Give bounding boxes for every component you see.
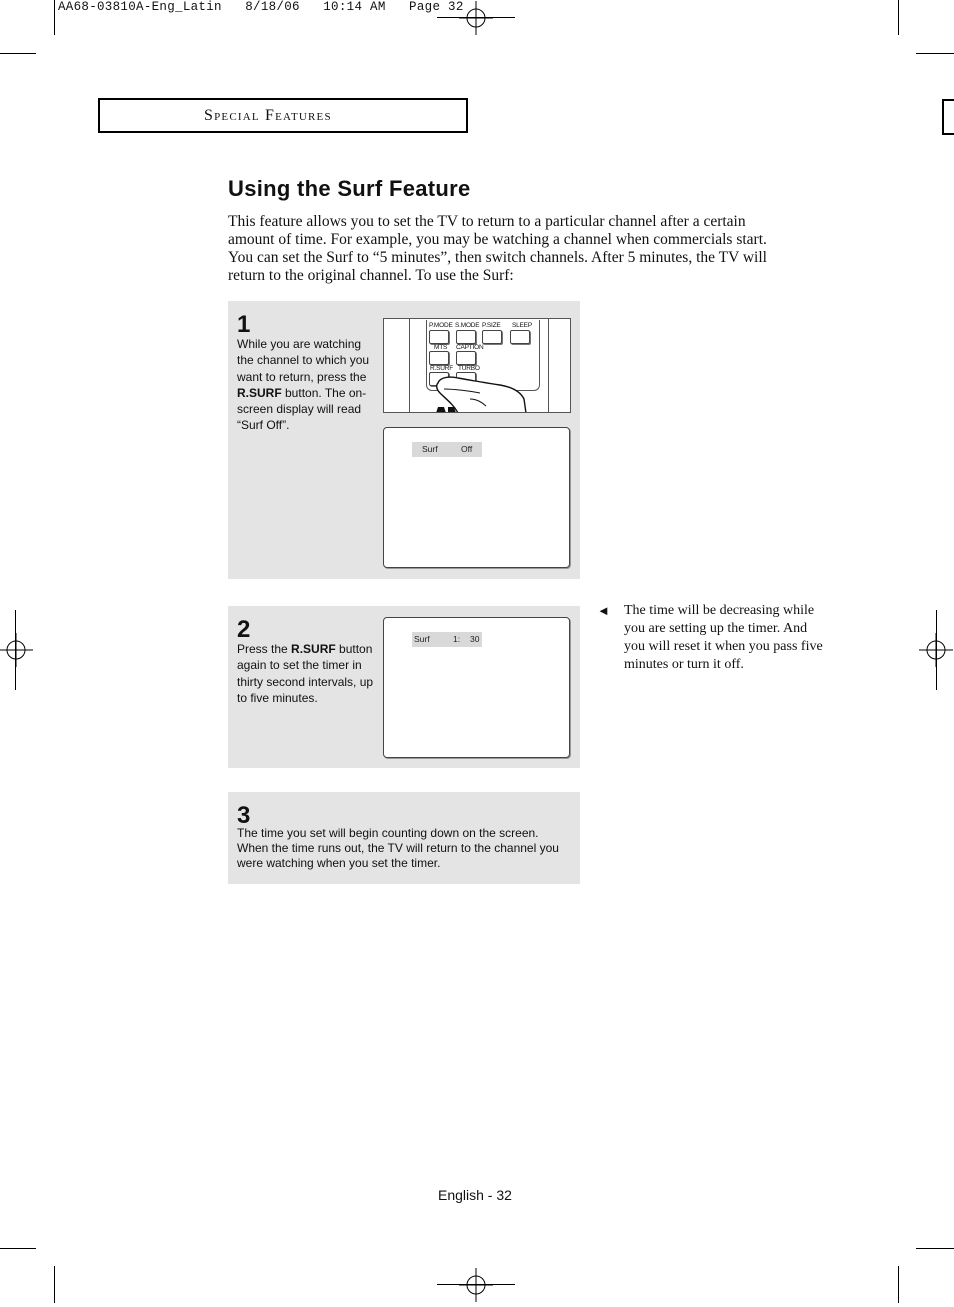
crop-mark <box>54 0 55 35</box>
crop-mark <box>916 53 954 54</box>
caption-button <box>456 351 476 365</box>
side-note: The time will be decreasing while you are setting up the timer. And you will reset it when you pass five minutes or turn it off. <box>624 603 823 672</box>
tv-screen <box>383 427 570 568</box>
page-number: English - 32 <box>438 1187 512 1203</box>
chapter-tab <box>942 99 954 135</box>
registration-mark-icon <box>459 1 493 35</box>
remote-label: R.SURF <box>430 365 453 372</box>
remote-label: S.MODE <box>455 322 480 329</box>
sleep-button <box>510 330 530 344</box>
remote-label: SLEEP <box>512 322 532 329</box>
remote-label: P.SIZE <box>482 322 501 329</box>
page-title: Using the Surf Feature <box>228 176 471 201</box>
osd-label: Surf <box>422 444 438 454</box>
crop-mark <box>0 53 36 54</box>
remote-control-illustration <box>383 318 571 413</box>
smode-button <box>456 330 476 344</box>
step-number: 3 <box>237 802 251 829</box>
osd-value: 30 <box>470 634 480 644</box>
pmode-button <box>429 330 449 344</box>
remote-label: CAPTION <box>456 344 484 351</box>
step-1-text: While you are watching the channel to which you want to return, press the R.SURF button. The on-screen display will read “Surf Off”. <box>237 337 370 433</box>
surf-osd <box>412 442 482 457</box>
step-number: 2 <box>237 616 251 643</box>
surf-osd <box>412 632 482 647</box>
crop-mark <box>898 1266 899 1303</box>
registration-mark-icon <box>459 1268 493 1302</box>
remote-label: MTS <box>434 344 448 351</box>
crop-mark <box>898 0 899 35</box>
registration-mark-icon <box>919 633 953 667</box>
button-name: R.SURF <box>237 385 282 400</box>
step-3-text: The time you set will begin counting down on the screen. When the time runs out, the TV will return to the channel you were watching when you set the timer. <box>237 826 559 870</box>
psize-button <box>482 330 502 344</box>
osd-value: Off <box>461 444 473 454</box>
section-header <box>98 98 468 133</box>
note-arrow-icon: ◄ <box>597 603 610 618</box>
crop-mark <box>0 1248 36 1249</box>
print-slug: AA68-03810A-Eng_Latin 8/18/06 10:14 AM Page 32 <box>58 0 464 14</box>
osd-value: 1: <box>453 634 461 644</box>
crop-mark <box>54 1266 55 1303</box>
section-header-label: Special Features <box>204 107 332 124</box>
crop-mark <box>916 1248 954 1249</box>
remote-label: TURBO <box>458 365 480 372</box>
pressing-hand-icon <box>414 369 529 413</box>
tv-screen <box>383 617 570 758</box>
button-name: R.SURF <box>291 642 336 656</box>
step-number: 1 <box>237 311 251 338</box>
remote-edge <box>548 319 549 412</box>
remote-label: P.MODE <box>429 322 453 329</box>
step-2-text: Press the R.SURF button again to set the timer in thirty second intervals, up to five minutes. <box>237 642 374 705</box>
mts-button <box>429 351 449 365</box>
intro-paragraph: This feature allows you to set the TV to return to a particular channel after a certain amount of time. For example, you may be watching a channel when commercials start. You can set the Surf to “5 minutes”, then switch channels. After 5 minutes, the TV will return to the original channel. To use the Surf: <box>228 213 767 284</box>
registration-mark-icon <box>0 633 33 667</box>
osd-label: Surf <box>414 634 430 644</box>
remote-edge <box>409 319 410 412</box>
